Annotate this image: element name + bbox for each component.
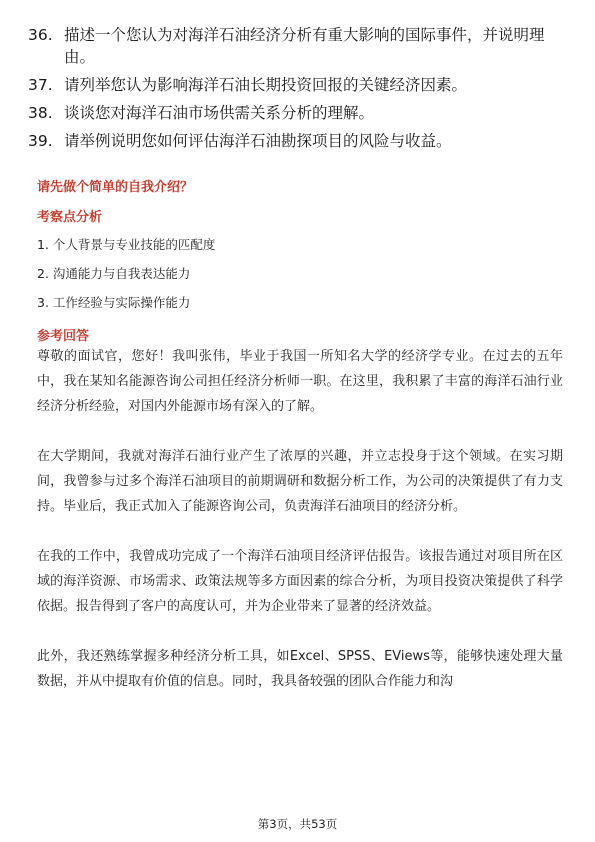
question-item: [28, 102, 568, 124]
analysis-heading: 考察点分析: [37, 210, 103, 225]
answer-body: [37, 344, 563, 719]
question-text: 请列举您认为影响海洋石油长期投资回报的关键经济因素。: [64, 76, 468, 94]
analysis-point: 1. 个人背景与专业技能的匹配度: [37, 237, 216, 252]
question-number: 36.: [28, 26, 53, 44]
answer-heading: 参考回答: [37, 329, 90, 344]
answer-paragraph: 在我的工作中，我曾成功完成了一个海洋石油项目经济评估报告。该报告通过对项目所在区域的海洋资源、市场需求、政策法规等多方面因素的综合分析，为项目投资决策提供了科学依据。报告得到了客户的高度认可，并为企业带来了显著的经济效益。: [37, 549, 563, 614]
question-list: [28, 24, 568, 158]
question-text: 请举例说明您如何评估海洋石油勘探项目的风险与收益。: [64, 132, 452, 150]
question-number: 38.: [28, 104, 53, 122]
question-item: [28, 130, 568, 152]
answer-paragraph: 此外，我还熟练掌握多种经济分析工具，如Excel、SPSS、EViews等，能够快速处理大量数据，并从中提取有价值的信息。同时，我具备较强的团队合作能力和沟: [37, 649, 563, 689]
question-text: 谈谈您对海洋石油市场供需关系分析的理解。: [64, 104, 375, 122]
question-number: 39.: [28, 132, 53, 150]
question-number: 37.: [28, 76, 53, 94]
question-item: [28, 74, 568, 96]
question-item: [28, 24, 568, 68]
section-question: 请先做个简单的自我介绍？: [37, 180, 194, 195]
answer-paragraph: 在大学期间，我就对海洋石油行业产生了浓厚的兴趣，并立志投身于这个领域。在实习期间，我曾参与过多个海洋石油项目的前期调研和数据分析工作，为公司的决策提供了有力支持。毕业后，我正式加入了能源咨询公司，负责海洋石油项目的经济分析。: [37, 449, 563, 514]
question-text: 描述一个您认为对海洋石油经济分析有重大影响的国际事件，并说明理由。: [64, 26, 545, 66]
answer-paragraph: 尊敬的面试官，您好！我叫张伟，毕业于我国一所知名大学的经济学专业。在过去的五年中，我在某知名能源咨询公司担任经济分析师一职。在这里，我积累了丰富的海洋石油行业经济分析经验，对国内外能源市场有深入的了解。: [37, 349, 563, 414]
page-footer: 第3页，共53页: [257, 817, 338, 831]
analysis-point: 2. 沟通能力与自我表达能力: [37, 266, 191, 281]
analysis-point: 3. 工作经验与实际操作能力: [37, 295, 191, 310]
